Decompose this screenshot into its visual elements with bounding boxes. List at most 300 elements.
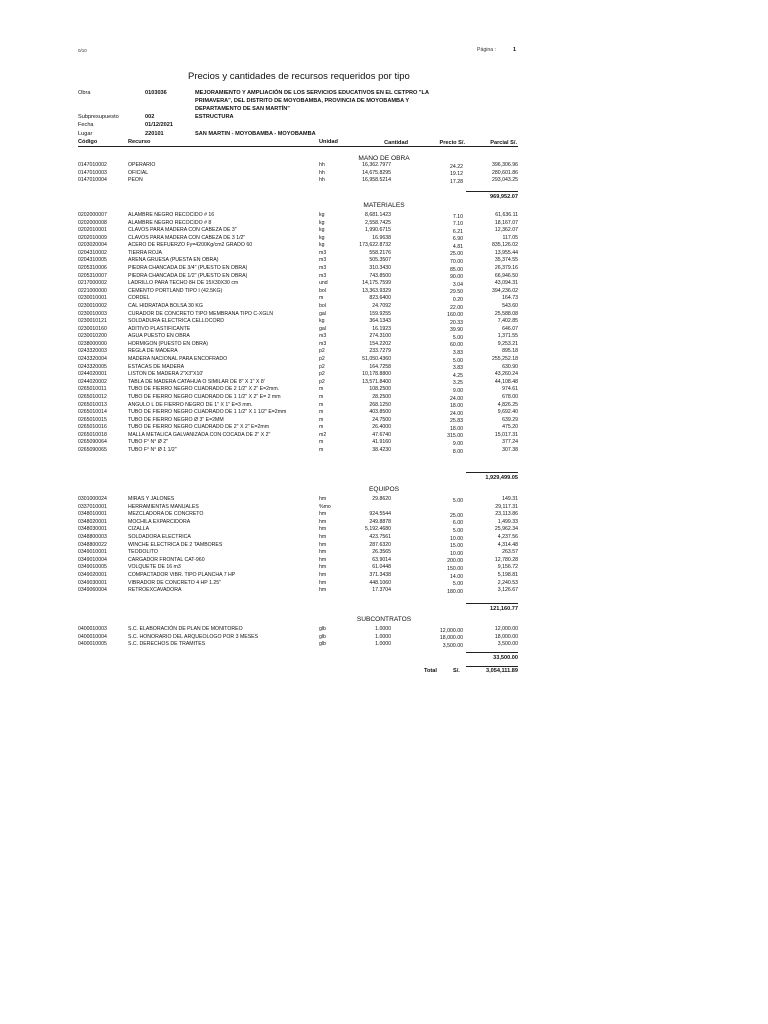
- resource-description: ACERO DE REFUERZO Fy=4200Kg/cm2 GRADO 60: [128, 242, 253, 249]
- resource-price: 5.00: [452, 334, 463, 341]
- resource-price: 25.00: [450, 251, 463, 258]
- table-row: [0, 177, 768, 184]
- resource-unit: p2: [319, 378, 325, 385]
- resource-price: 85.00: [450, 266, 463, 273]
- resource-description: LISTON DE MADERA 2"X3"X10': [128, 371, 204, 378]
- resource-description: CURADOR DE CONCRETO TIPO MEMBRANA TIPO C-XGLN: [128, 310, 273, 317]
- resource-price: 18,000.00: [439, 635, 463, 642]
- resource-unit: glb: [319, 626, 326, 632]
- resource-partial: 44,108.48: [494, 378, 518, 385]
- resource-quantity: 505.3507: [369, 257, 391, 264]
- resource-unit: glb: [319, 641, 326, 648]
- resource-partial: 3,126.67: [497, 587, 518, 594]
- resource-price: 150.00: [447, 565, 463, 572]
- column-codigo: Código: [78, 139, 98, 145]
- total-rule: [466, 666, 518, 667]
- resource-quantity: 558.2176: [369, 249, 391, 256]
- resource-quantity: 924.5544: [369, 511, 391, 518]
- resource-code: 0349010001: [78, 549, 107, 556]
- table-row: [0, 447, 768, 454]
- resource-unit: hm: [319, 549, 327, 556]
- resource-partial: 543.60: [502, 302, 518, 309]
- resource-description: TUBO DE FIERRO NEGRO CUADRADO DE 1 1/2" X 1 1/2" E=2mm: [128, 409, 287, 416]
- table-row: [0, 212, 768, 219]
- resource-quantity: 403.8500: [369, 409, 391, 416]
- table-row: [0, 519, 768, 526]
- table-row: [0, 170, 768, 177]
- resource-price: 7.10: [452, 213, 463, 220]
- lugar-description: SAN MARTIN - MOYOBAMBA - MOYOBAMBA: [195, 131, 316, 137]
- resource-partial: 396,306.96: [492, 162, 518, 168]
- resource-partial: 293,043.25: [492, 177, 518, 184]
- table-row: [0, 280, 768, 287]
- resource-code: 0205310006: [78, 265, 107, 272]
- resource-partial: 3,500.00: [497, 641, 518, 648]
- resource-price: 160.00: [447, 312, 463, 319]
- resource-quantity: 164.7258: [369, 363, 391, 370]
- resource-price: 4.25: [452, 372, 463, 379]
- resource-code: 0349030001: [78, 579, 107, 586]
- resource-partial: 43,260.24: [494, 371, 518, 378]
- table-row: [0, 311, 768, 318]
- resource-description: CORDEL: [128, 295, 150, 302]
- resource-unit: p2: [319, 363, 325, 370]
- resource-description: WINCHE ELECTRICA DE 2 TAMBORES: [128, 541, 223, 548]
- resource-quantity: 16,362.7977: [362, 162, 391, 168]
- resource-description: MIRAS Y JALONES: [128, 496, 175, 502]
- subtotal-rule: [466, 472, 518, 473]
- resource-quantity: 823.6400: [369, 295, 391, 302]
- resource-partial: 4,237.56: [497, 534, 518, 540]
- table-row: [0, 557, 768, 564]
- resource-code: 0349010004: [78, 556, 107, 563]
- resource-code: 0265010014: [78, 409, 107, 416]
- subpresupuesto-code: 002: [145, 114, 155, 120]
- resource-price: 60.00: [450, 342, 463, 349]
- resource-code: 0349060004: [78, 587, 107, 594]
- resource-code: 0202000008: [78, 219, 107, 226]
- table-row: [0, 250, 768, 257]
- resource-quantity: 1.0000: [375, 633, 391, 640]
- resource-price: 5.00: [452, 497, 463, 504]
- resource-unit: m3: [319, 333, 327, 340]
- resource-code: 0265090064: [78, 439, 107, 446]
- resource-unit: hm: [319, 534, 327, 540]
- resource-quantity: 14,175.7599: [362, 280, 391, 287]
- resource-description: TUBO DE FIERRO NEGRO CUADRADO DE 2" X 2" E=2mm: [128, 424, 270, 431]
- resource-partial: 5,198.81: [497, 572, 518, 578]
- section-subtotal: 1,929,499.05: [485, 475, 518, 481]
- resource-unit: m3: [319, 265, 327, 272]
- resource-partial: 307.38: [502, 446, 518, 453]
- resource-price: 25.00: [450, 512, 463, 519]
- resource-quantity: 448.1060: [369, 579, 391, 586]
- resource-price: 4.81: [452, 243, 463, 250]
- table-row: [0, 549, 768, 556]
- resource-price: 24.00: [450, 410, 463, 417]
- resource-description: CARGADOR FRONTAL CAT-960: [128, 556, 205, 563]
- resource-unit: hm: [319, 541, 327, 548]
- resource-unit: hm: [319, 496, 327, 502]
- obra-description-line-2: PRIMAVERA", DEL DISTRITO DE MOYOBAMBA, PROVINCIA DE MOYOBAMBA Y: [195, 98, 410, 104]
- resource-price: 5.00: [452, 581, 463, 588]
- resource-description: MOCHILA EXPARCIDORA: [128, 518, 191, 525]
- resource-unit: m: [319, 386, 324, 393]
- resource-code: 0337010001: [78, 503, 107, 510]
- section-title: SUBCONTRATOS: [356, 616, 412, 623]
- resource-code: 0265010015: [78, 416, 107, 423]
- table-row: [0, 227, 768, 234]
- resource-unit: kg: [319, 219, 325, 226]
- table-row: [0, 439, 768, 446]
- resource-code: 0265090065: [78, 446, 107, 453]
- column-precio: Precio S/.: [439, 140, 465, 146]
- resource-description: PIEDRA CHANCADA DE 1/2" (PUESTO EN OBRA): [128, 272, 248, 279]
- obra-code: 0103036: [145, 90, 167, 96]
- resource-partial: 12,780.28: [494, 556, 518, 563]
- resource-price: 7.10: [452, 221, 463, 228]
- table-row: [0, 409, 768, 416]
- resource-price: 18.00: [450, 425, 463, 432]
- resource-quantity: 16.9638: [372, 234, 391, 241]
- table-row: [0, 564, 768, 571]
- section-subtotal: 33,500.00: [493, 655, 518, 661]
- resource-partial: 12,000.00: [494, 626, 518, 632]
- table-row: [0, 273, 768, 280]
- resource-price: 70.00: [450, 259, 463, 266]
- resource-unit: hh: [319, 169, 325, 176]
- table-row: [0, 379, 768, 386]
- column-recurso: Recurso: [128, 139, 151, 145]
- resource-unit: kg: [319, 234, 325, 241]
- table-row: [0, 626, 768, 633]
- resource-description: TEODOLITO: [128, 549, 158, 556]
- section-title: MANO DE OBRA: [358, 155, 410, 162]
- resource-description: ALAMBRE NEGRO RECOCIDO # 16: [128, 212, 215, 218]
- resource-quantity: 28.2500: [372, 393, 391, 400]
- resource-partial: 639.29: [502, 416, 518, 423]
- resource-unit: m3: [319, 340, 327, 347]
- resource-unit: m: [319, 295, 324, 302]
- fecha-label: Fecha: [78, 122, 94, 128]
- resource-quantity: 5,192.4680: [365, 526, 391, 533]
- resource-unit: hm: [319, 587, 327, 594]
- resource-quantity: 154.2202: [369, 340, 391, 347]
- resource-partial: 25,962.34: [494, 526, 518, 533]
- resource-code: 0243320004: [78, 356, 107, 363]
- resource-description: MADERA NACIONAL PARA ENCOFRADO: [128, 356, 228, 363]
- header-divider: [78, 146, 518, 147]
- resource-quantity: 41.9160: [372, 439, 391, 446]
- resource-quantity: 2,558.7425: [365, 219, 391, 226]
- resource-description: MEZCLADORA DE CONCRETO: [128, 511, 204, 518]
- resource-unit: m: [319, 416, 324, 423]
- table-row: [0, 356, 768, 363]
- section-title: MATERIALES: [363, 202, 405, 209]
- resource-description: VOLQUETE DE 16 m3: [128, 564, 181, 571]
- resource-price: 0.20: [452, 296, 463, 303]
- table-row: [0, 303, 768, 310]
- resource-price: 14.00: [450, 573, 463, 580]
- table-row: [0, 587, 768, 594]
- resource-description: TUBO F° N° Ø 1 1/2": [128, 446, 177, 453]
- resource-quantity: 13,571.8400: [362, 378, 391, 385]
- resource-description: VIBRADOR DE CONCRETO 4 HP 1.25": [128, 579, 222, 586]
- resource-partial: 255,252.18: [492, 356, 518, 363]
- resource-price: 6.21: [452, 228, 463, 235]
- resource-description: CLAVOS PARA MADERA CON CABEZA DE 3 1/2": [128, 234, 246, 241]
- resource-quantity: 159.9255: [369, 310, 391, 317]
- resource-code: 0348020001: [78, 518, 107, 525]
- resource-price: 5.00: [452, 527, 463, 534]
- resource-code: 0301000024: [78, 496, 107, 502]
- resource-unit: bol: [319, 302, 326, 309]
- resource-unit: kg: [319, 242, 325, 249]
- resource-description: RETROEXCAVADORA: [128, 587, 182, 594]
- resource-partial: 394,236.02: [492, 287, 518, 294]
- resource-description: REGLA DE MADERA: [128, 348, 178, 355]
- resource-partial: 4,314.48: [497, 541, 518, 548]
- resource-partial: 26,379.16: [494, 265, 518, 272]
- resource-description: ANGULO L DE FIERRO NEGRO DE 1" X 1" E=3 mm.: [128, 401, 253, 408]
- resource-price: 20.33: [450, 319, 463, 326]
- table-row: [0, 162, 768, 169]
- resource-code: 0244020001: [78, 371, 107, 378]
- resource-partial: 29,117.31: [495, 503, 518, 510]
- resource-partial: 974.61: [502, 386, 518, 393]
- table-row: [0, 402, 768, 409]
- resource-quantity: 249.8878: [369, 518, 391, 525]
- resource-code: 0265010013: [78, 401, 107, 408]
- table-row: [0, 424, 768, 431]
- resource-quantity: 743.8500: [369, 272, 391, 279]
- resource-quantity: 310.3430: [369, 265, 391, 272]
- resource-partial: 18,000.00: [494, 633, 518, 640]
- resource-unit: %mo: [319, 503, 331, 510]
- table-row: [0, 634, 768, 641]
- table-row: [0, 364, 768, 371]
- table-row: [0, 511, 768, 518]
- resource-partial: 2,240.53: [497, 579, 518, 586]
- resource-partial: 4,826.25: [497, 401, 518, 408]
- resource-description: TUBO DE FIERRO NEGRO Ø 3" E=2MM: [128, 416, 224, 423]
- resource-description: AGUA PUESTO EN OBRA: [128, 333, 190, 340]
- resource-unit: p2: [319, 371, 325, 378]
- resource-description: CLAVOS PARA MADERA CON CABEZA DE 3": [128, 227, 237, 234]
- resource-description: COMPACTADOR VIBR. TIPO PLANCHA 7 HP: [128, 572, 236, 578]
- resource-quantity: 371.3438: [369, 572, 391, 578]
- resource-unit: hm: [319, 526, 327, 533]
- resource-quantity: 17.3704: [372, 587, 391, 594]
- resource-unit: hm: [319, 556, 327, 563]
- resource-partial: 678.00: [502, 393, 518, 400]
- resource-price: 3.04: [452, 281, 463, 288]
- resource-code: 0202010001: [78, 227, 107, 234]
- resource-unit: m3: [319, 249, 327, 256]
- table-row: [0, 242, 768, 249]
- resource-partial: 164.73: [502, 295, 518, 302]
- fecha-value: 01/12/2021: [145, 122, 173, 128]
- resource-unit: p2: [319, 348, 325, 355]
- resource-partial: 263.57: [502, 549, 518, 556]
- table-row: [0, 348, 768, 355]
- obra-description-line-1: MEJORAMIENTO Y AMPLIACIÓN DE LOS SERVICIOS EDUCATIVOS EN EL CETPRO "LA: [195, 90, 429, 96]
- table-row: [0, 235, 768, 242]
- resource-price: 315.00: [447, 433, 463, 440]
- resource-code: 0230010002: [78, 302, 107, 309]
- table-row: [0, 417, 768, 424]
- resource-description: ESTACAS DE MADERA: [128, 363, 185, 370]
- resource-unit: kg: [319, 227, 325, 234]
- resource-quantity: 16,958.5214: [362, 177, 391, 184]
- resource-quantity: 61.0448: [372, 564, 391, 571]
- table-row: [0, 496, 768, 503]
- resource-price: 5.00: [452, 357, 463, 364]
- resource-quantity: 47.6740: [372, 431, 391, 438]
- table-row: [0, 333, 768, 340]
- subtotal-rule: [466, 191, 518, 192]
- total-currency: S/.: [453, 668, 460, 674]
- table-row: [0, 326, 768, 333]
- resource-description: ARENA GRUESA (PUESTA EN OBRA): [128, 257, 219, 264]
- subtotal-rule: [466, 652, 518, 653]
- page-number: 1: [513, 47, 516, 53]
- resource-unit: gal: [319, 310, 326, 317]
- resource-quantity: 16.1923: [372, 325, 391, 332]
- resource-price: 3.83: [452, 350, 463, 357]
- resource-partial: 117.05: [502, 234, 518, 241]
- resource-price: 10.00: [450, 535, 463, 542]
- resource-partial: 35,374.55: [494, 257, 518, 264]
- resource-description: LADRILLO PARA TECHO 8H DE 15X30X30 cm: [128, 280, 239, 287]
- resource-price: 8.00: [452, 448, 463, 455]
- table-row: [0, 288, 768, 295]
- resource-quantity: 38.4230: [372, 446, 391, 453]
- resource-code: 0265010011: [78, 386, 107, 393]
- resource-price: 24.00: [450, 395, 463, 402]
- resource-price: 3.83: [452, 365, 463, 372]
- resource-code: 0265010018: [78, 431, 107, 438]
- resource-unit: hm: [319, 511, 327, 518]
- resource-description: OFICIAL: [128, 169, 149, 176]
- resource-partial: 7,402.85: [497, 318, 518, 325]
- resource-code: 0348800022: [78, 541, 107, 548]
- resource-partial: 9,253.21: [497, 340, 518, 347]
- resource-quantity: 423.7561: [369, 534, 391, 540]
- section-title: EQUIPOS: [368, 486, 400, 493]
- resource-description: ADITIVO PLASTIFICANTE: [128, 325, 191, 332]
- resource-description: S.C. DERECHOS DE TRAMITES: [128, 641, 206, 648]
- resource-quantity: 13,363.9329: [362, 287, 391, 294]
- resource-code: 0400010004: [78, 633, 107, 640]
- resource-quantity: 14,675.8295: [362, 169, 391, 176]
- resource-code: 0265010016: [78, 424, 107, 431]
- resource-description: PEON: [128, 177, 143, 184]
- subtotal-rule: [466, 603, 518, 604]
- resource-quantity: 63.9014: [372, 556, 391, 563]
- resource-price: 17.28: [450, 178, 463, 185]
- table-row: [0, 295, 768, 302]
- table-row: [0, 572, 768, 579]
- table-row: [0, 394, 768, 401]
- resource-price: 22.00: [450, 304, 463, 311]
- resource-code: 0400010003: [78, 626, 107, 632]
- section-subtotal: 969,952.07: [490, 194, 518, 200]
- resource-price: 12,000.00: [439, 627, 463, 634]
- resource-code: 0230010001: [78, 295, 107, 302]
- resource-price: 10.00: [450, 550, 463, 557]
- resource-unit: m: [319, 424, 324, 431]
- table-row: [0, 641, 768, 648]
- resource-description: ALAMBRE NEGRO RECOCIDO # 8: [128, 219, 212, 226]
- resource-code: 0348800003: [78, 534, 107, 540]
- resource-quantity: 24.7500: [372, 416, 391, 423]
- resource-code: 0265010012: [78, 393, 107, 400]
- resource-unit: m: [319, 401, 324, 408]
- resource-unit: m3: [319, 257, 327, 264]
- resource-code: 0348010001: [78, 511, 107, 518]
- table-row: [0, 341, 768, 348]
- resource-code: 0238000000: [78, 340, 107, 347]
- resource-code: 0230010121: [78, 318, 107, 325]
- resource-quantity: 1.0000: [375, 641, 391, 648]
- resource-unit: hm: [319, 579, 327, 586]
- resource-unit: m: [319, 393, 324, 400]
- resource-description: CIZALLA: [128, 526, 150, 533]
- table-row: [0, 542, 768, 549]
- resource-partial: 630.90: [502, 363, 518, 370]
- resource-partial: 9,156.72: [497, 564, 518, 571]
- resource-price: 200.00: [447, 558, 463, 565]
- table-row: [0, 257, 768, 264]
- table-row: [0, 534, 768, 541]
- resource-code: 0348030001: [78, 526, 107, 533]
- resource-price: 19.12: [450, 171, 463, 178]
- resource-unit: m: [319, 439, 324, 446]
- resource-code: 0230010003: [78, 310, 107, 317]
- resource-quantity: 108.2500: [369, 386, 391, 393]
- resource-price: 9.00: [452, 440, 463, 447]
- resource-partial: 9,692.40: [497, 409, 518, 416]
- resource-price: 9.00: [452, 387, 463, 394]
- page-label: Página :: [477, 47, 497, 53]
- total-value: 3,054,111.89: [485, 668, 518, 674]
- column-cantidad: Cantidad: [384, 140, 408, 146]
- resource-price: 18.00: [450, 403, 463, 410]
- resource-unit: hm: [319, 572, 327, 578]
- resource-quantity: 10,178.8800: [362, 371, 391, 378]
- resource-unit: m2: [319, 431, 327, 438]
- resource-partial: 23,113.86: [495, 511, 518, 518]
- resource-quantity: 268.1250: [369, 401, 391, 408]
- obra-label: Obra: [78, 90, 91, 96]
- subpresupuesto-description: ESTRUCTURA: [195, 114, 234, 120]
- resource-partial: 377.24: [502, 439, 518, 446]
- resource-description: TABLA DE MADERA CATAHUA O SIMILAR DE 8" X 1" X 8': [128, 378, 265, 385]
- lugar-label: Lugar: [78, 131, 93, 137]
- resource-partial: 13,955.44: [494, 249, 518, 256]
- resource-quantity: 173,622.8732: [359, 242, 391, 249]
- resource-unit: hm: [319, 564, 327, 571]
- resource-description: SOLDADORA ELECTRICA: [128, 534, 191, 540]
- resource-quantity: 1,990.6715: [365, 227, 391, 234]
- resource-price: 6.00: [452, 520, 463, 527]
- resource-price: 39.90: [450, 327, 463, 334]
- total-label: Total: [424, 668, 437, 674]
- resource-quantity: 287.6320: [369, 541, 391, 548]
- resource-code: 0147010004: [78, 177, 107, 184]
- resource-price: 15.00: [450, 543, 463, 550]
